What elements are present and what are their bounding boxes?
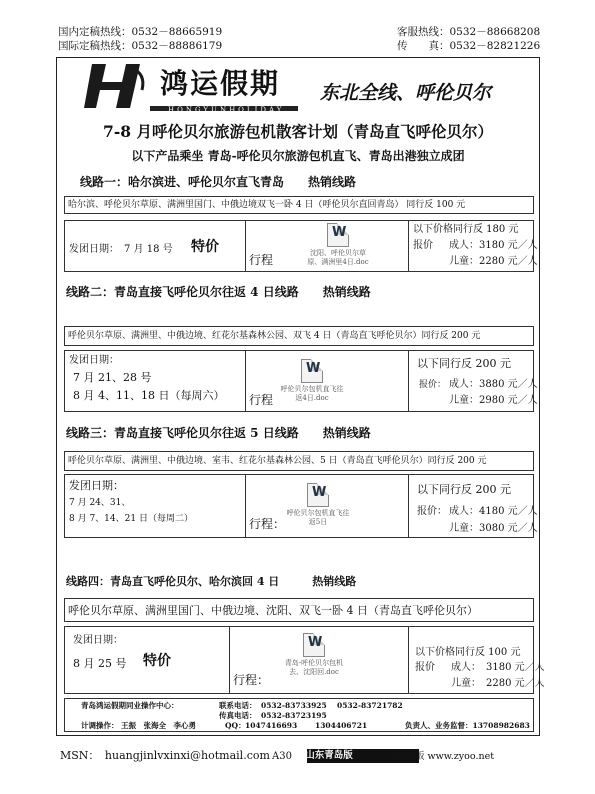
route-3-child-price: 儿童：3080 元／人: [449, 523, 538, 534]
route-4-itinerary-label: 行程：: [233, 673, 270, 687]
word-doc-icon: [327, 223, 349, 247]
route-1-detail-box: [64, 220, 538, 272]
route-1-doc-attachment[interactable]: [305, 223, 371, 267]
service-hotline-label: 客服热线：: [397, 26, 450, 38]
route-1-desc-box: [64, 196, 534, 214]
footer-paper-name: 山东青岛版: [305, 750, 353, 761]
route-3-departure-aug: 8 月 7、14、21 日（每周二）: [69, 514, 193, 524]
route-4-price-label: 报价: [415, 662, 435, 673]
intl-hotline-label: 国际定稿热线：: [58, 40, 132, 52]
route-2-departure-aug: 8 月 4、11、18 日（每周六）: [73, 389, 225, 402]
route-4-special: 特价: [143, 653, 171, 669]
footer-page-number: A30: [272, 751, 292, 762]
contact-fax: 0532-83723195: [261, 711, 327, 720]
route-1-departure: 发团日期： 7 月 18 号: [69, 244, 173, 255]
contact-phone-1: 0532-83733925: [261, 701, 327, 710]
route-4-departure-date: 8 月 25 号: [73, 657, 127, 670]
route-2-departure-july: 7 月 21、28 号: [73, 371, 152, 384]
route-2-price-head: 以下同行反 200 元: [417, 357, 511, 370]
service-hotline: [397, 26, 540, 39]
route-1-doc-name: 沈阳、呼伦贝尔草原、满洲里4日.doc: [307, 249, 369, 266]
route-1-special: 特价: [191, 239, 219, 255]
contact-manager: 负责人、业务监督：13708982683: [405, 721, 530, 730]
route-3-departure-july: 7 月 24、31、: [69, 498, 131, 508]
route-2-heading: 线路二：青岛直接飞呼伦贝尔往返 4 日线路 热销线路: [66, 285, 371, 299]
fax-line: [397, 40, 540, 53]
route-2-detail-box: [64, 350, 538, 412]
contact-qq-1: 1047416693: [245, 721, 298, 730]
contact-phone-2: 0532-83721782: [337, 701, 403, 710]
intl-hotline-phone: 0532－88886179: [131, 40, 223, 52]
route-4-child-price: 儿童： 2280 元／人: [451, 678, 545, 689]
word-doc-icon: [301, 359, 323, 383]
route-1-child-price: 儿童：2280 元／人: [449, 256, 538, 267]
fax-line-phone: 0532－82821226: [449, 40, 541, 52]
route-4-desc-box: [64, 598, 534, 622]
route-4-departure-label: 发团日期：: [73, 635, 123, 646]
route-3-heading: 线路三：青岛直接飞呼伦贝尔往返 5 日线路 热销线路: [66, 426, 371, 440]
route-1-price-label: 报价: [413, 240, 433, 251]
route-2-departure-label: 发团日期：: [69, 355, 119, 366]
route-4-doc-attachment[interactable]: [281, 633, 347, 677]
route-1-adult-price: 成人：3180 元／人: [449, 240, 538, 251]
route-2-desc: 呼伦贝尔草原、满洲里、中俄边境、红花尔基森林公园、双飞 4 日（青岛直飞呼伦贝尔）同行反 200 元: [68, 331, 481, 341]
contact-qq-2: 1304406721: [315, 721, 368, 730]
contact-ops-names: 王振 张海全 李心勇: [121, 721, 196, 730]
domestic-hotline-phone: 0532－88665919: [131, 26, 223, 38]
route-4-adult-price: 成人： 3180 元／人: [451, 662, 545, 673]
contact-phone-label: 联系电话：: [219, 701, 257, 710]
page-title: 7-8 月呼伦贝尔旅游包机散客计划（青岛直飞呼伦贝尔）: [103, 122, 493, 141]
route-3-desc-box: [64, 451, 534, 471]
service-hotline-phone: 0532－88668208: [449, 26, 541, 38]
route-3-adult-price: 成人：4180 元／人: [449, 506, 538, 517]
route-1-itinerary-label: 行程: [249, 253, 274, 267]
contact-box: [64, 698, 534, 732]
route-2-doc-attachment[interactable]: [279, 359, 345, 403]
route-2-child-price: 儿童：2980 元／人: [449, 395, 538, 406]
route-4-desc: 呼伦贝尔草原、满洲里国门、中俄边境、沈阳、双飞一卧 4 日（青岛直飞呼伦贝尔）: [68, 604, 478, 617]
brand-name-en: HONGYUNHOLIDAY: [168, 106, 285, 114]
route-4-detail-box: [64, 626, 545, 694]
route-3-price-head: 以下同行反 200 元: [417, 483, 511, 496]
route-3-detail-box: [64, 474, 538, 538]
route-3-departure-label: 发团日期：: [69, 479, 124, 492]
route-1-desc: 哈尔滨、呼伦贝尔草原、满洲里国门、中俄边境双飞一卧 4 日（呼伦贝尔直回青岛） 同行反 100 元: [68, 200, 466, 210]
domestic-hotline: [58, 26, 222, 39]
page-subtitle: 以下产品乘坐 青岛-呼伦贝尔旅游包机直飞、青岛出港独立成团: [131, 149, 465, 163]
word-doc-icon: [307, 483, 329, 507]
route-2-price-label: 报价：: [419, 380, 447, 390]
footer-msn: MSN： huangjinlvxinxi@hotmail.com: [60, 749, 270, 762]
route-3-doc-attachment[interactable]: [285, 483, 351, 527]
route-4-heading: 线路四：青岛直飞呼伦贝尔、哈尔滨回 4 日 热销线路: [66, 575, 357, 588]
contact-qq-label: QQ：: [225, 721, 246, 730]
brand-slogan: 东北全线、呼伦贝尔: [320, 82, 492, 104]
brand-name-cn: 鸿运假期: [160, 67, 281, 100]
route-3-desc: 呼伦贝尔草原、满洲里、中俄边境、室韦、红花尔基森林公园、5 日（青岛直飞呼伦贝尔）同行反 200 元: [68, 456, 487, 466]
word-doc-icon: [303, 633, 325, 657]
route-3-price-label: 报价：: [417, 506, 447, 517]
route-1-heading: 线路一：哈尔滨进、呼伦贝尔直飞青岛 热销线路: [80, 175, 357, 189]
hongyun-logo-icon: [84, 60, 150, 112]
route-3-itinerary-label: 行程：: [249, 517, 286, 531]
route-2-doc-name: 呼伦贝尔包机直飞往返4日.doc: [280, 385, 344, 402]
route-4-doc-name: 青岛-呼伦贝尔包机去、沈阳回.doc: [284, 659, 344, 676]
intl-hotline: [58, 40, 222, 53]
route-2-desc-box: [64, 326, 534, 346]
domestic-hotline-label: 国内定稿热线：: [58, 26, 132, 38]
route-3-doc-name: 呼伦贝尔包机直飞往返5日: [286, 509, 350, 526]
contact-fax-label: 传真电话：: [219, 711, 257, 720]
route-1-price-head: 以下价格同行反 180 元: [413, 224, 519, 235]
route-2-itinerary-label: 行程: [249, 393, 274, 407]
route-4-price-head: 以下价格同行反 100 元: [415, 647, 521, 658]
footer-welcome: 欢迎浏览电子版 www.zyoo.net: [358, 751, 495, 762]
contact-ops-label: 计调操作：: [81, 721, 119, 730]
route-2-adult-price: 成人：3880 元／人: [449, 379, 538, 390]
contact-center: 青岛鸿运假期同业操作中心：: [81, 701, 179, 710]
fax-line-label: 传 真：: [397, 40, 450, 52]
